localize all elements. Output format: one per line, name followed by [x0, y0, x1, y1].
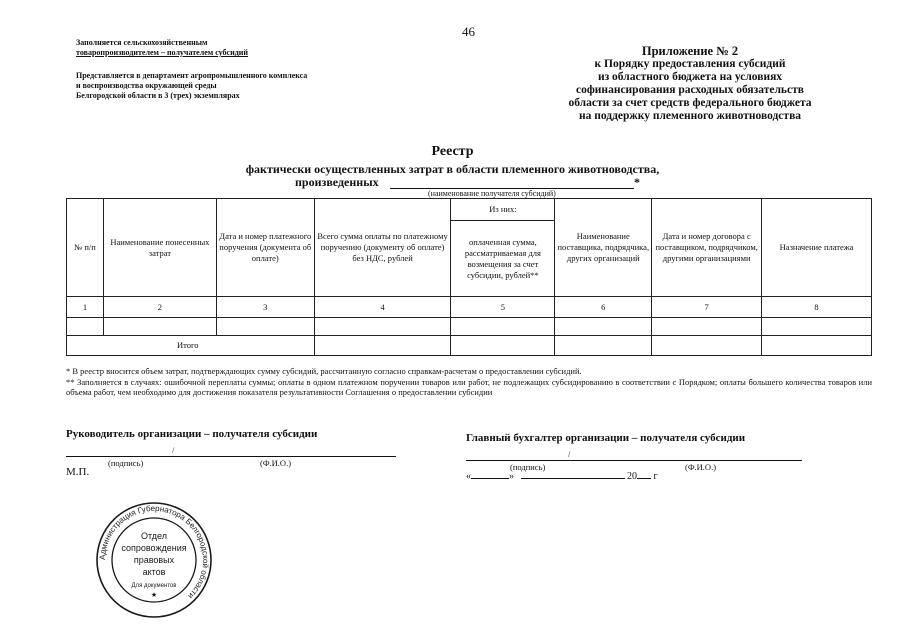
date-close-quote: »: [509, 471, 514, 482]
stamp-outer-text: Администрация Губернатора Белгородской области: [97, 503, 211, 601]
submit-note-line1: Представляется в департамент агропромышленного комплекса: [76, 71, 308, 80]
fill-note: [76, 38, 248, 58]
appendix-header: [525, 45, 855, 123]
footnote-2: ** Заполняется в случаях: ошибочной переплаты суммы; оплаты в одном платежном поручении товаров или работ, не подлежащих субсидированию в соответствии с Порядком; оплаты большего количества товаров или объема работ, чем необходимо для достижения показателя результативности Соглашения о предоставлении субсидии: [66, 376, 872, 397]
table-row: [67, 318, 872, 336]
appendix-line4: области за счет средств федерального бюджета: [568, 97, 812, 109]
header-of-which: Из них:: [451, 199, 555, 221]
registry-table: [66, 198, 872, 356]
appendix-line2: из областного бюджета на условиях: [597, 71, 783, 83]
header-purpose: Назначение платежа: [762, 199, 872, 297]
appendix-line5: на поддержку племенного животноводства: [578, 110, 802, 122]
date-year-suffix: г: [653, 471, 658, 482]
fill-note-line1: Заполняется сельскохозяйственным: [76, 38, 208, 47]
column-number-5: 5: [451, 297, 555, 318]
total-label: Итого: [67, 336, 315, 356]
accountant-signature-line: [466, 460, 802, 461]
head-fio-label: (Ф.И.О.): [260, 458, 292, 468]
submit-note: [76, 71, 307, 101]
submit-note-line2: и воспроизводства окружающей среды: [76, 81, 217, 90]
seal-place-label: М.П.: [66, 466, 90, 478]
head-signature-title: Руководитель организации – получателя субсидии: [66, 428, 318, 440]
column-number-2: 2: [103, 297, 216, 318]
header-paid-sum: оплаченная сумма, рассматриваемая для возмещения за счет субсидии, рублей**: [451, 221, 555, 297]
header-num: № п/п: [67, 199, 104, 297]
head-signature-slash: /: [172, 445, 175, 455]
footnote-1: * В реестр вносится объем затрат, подтверждающих сумму субсидий, рассчитанную согласно справкам-расчетам о предоставлении субсидий.: [66, 366, 582, 376]
column-number-3: 3: [216, 297, 314, 318]
registry-star: *: [634, 175, 640, 189]
date-open-quote: «: [466, 471, 471, 482]
column-number-4: 4: [314, 297, 451, 318]
stamp-line3: правовых: [133, 555, 175, 565]
registry-subtitle: фактически осуществленных затрат в области племенного животноводства,: [245, 162, 660, 176]
accountant-signature-slash: /: [568, 449, 571, 459]
column-number-1: 1: [67, 297, 104, 318]
footnotes: [66, 366, 872, 398]
head-signature-line: [66, 456, 396, 457]
date-year: 20: [627, 471, 637, 482]
column-number-8: 8: [762, 297, 872, 318]
registry-title: Реестр: [431, 144, 474, 159]
stamp-star-icon: ★: [150, 591, 158, 599]
appendix-line3: софинансирования расходных обязательств: [576, 84, 804, 96]
appendix-title: Приложение № 2: [641, 44, 739, 58]
accountant-sign-label: (подпись): [510, 462, 546, 472]
stamp-line5: Для документов: [131, 583, 177, 589]
page-number: 46: [462, 24, 475, 39]
header-payment-date: Дата и номер платежного поручения (документа об оплате): [216, 199, 314, 297]
appendix-line1: к Порядку предоставления субсидий: [594, 58, 786, 70]
header-contract: Дата и номер договора с поставщиком, подрядчиком, другими организациями: [652, 199, 762, 297]
registry-produced-label: произведенных: [295, 175, 379, 189]
fill-note-line2: товаропроизводителем – получателем субсидий: [76, 48, 248, 57]
header-cost-name: Наименование понесенных затрат: [103, 199, 216, 297]
column-number-7: 7: [652, 297, 762, 318]
stamp-line2: сопровождения: [121, 543, 187, 553]
accountant-fio-label: (Ф.И.О.): [685, 462, 717, 472]
date-line: [466, 471, 658, 482]
recipient-caption: (наименование получателя субсидий): [428, 189, 556, 198]
header-total-sum: Всего сумма оплаты по платежному поручению (документу об оплате) без НДС, рублей: [314, 199, 451, 297]
stamp-line1: Отдел: [140, 531, 168, 541]
total-row: [67, 336, 872, 356]
accountant-signature-title: Главный бухгалтер организации – получателя субсидии: [466, 432, 746, 444]
column-number-6: 6: [555, 297, 652, 318]
head-sign-label: (подпись): [108, 458, 144, 468]
stamp-line4: актов: [142, 567, 166, 577]
submit-note-line3: Белгородской области в 3 (трех) экземплярах: [76, 91, 240, 100]
office-stamp: [94, 500, 214, 620]
header-supplier: Наименование поставщика, подрядчика, других организаций: [555, 199, 652, 297]
